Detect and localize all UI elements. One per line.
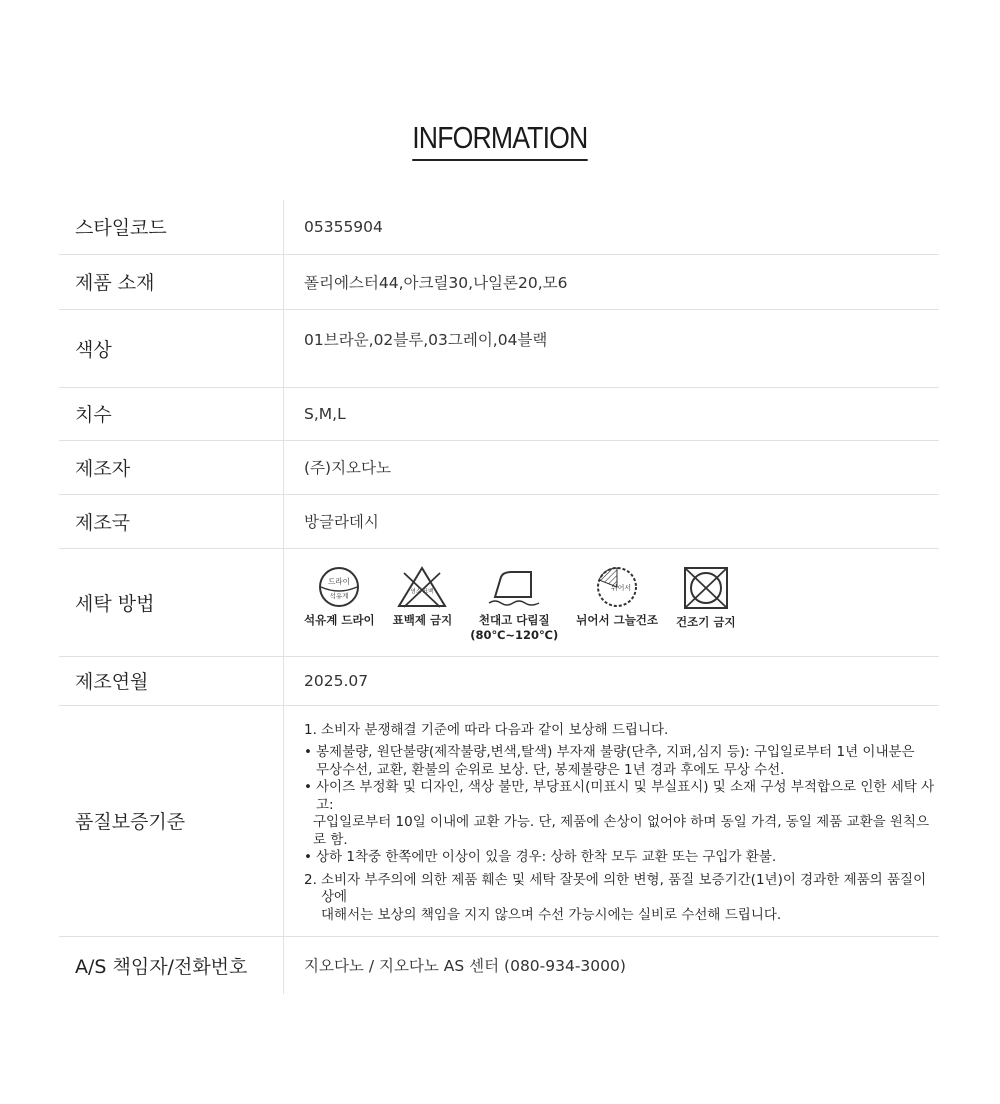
warranty-item-1-text: 소비자 분쟁해결 기준에 따라 다음과 같이 보상해 드립니다. [321, 721, 669, 738]
label-country: 제조국 [59, 494, 284, 548]
care-label-no-bleach: 표백제 금지 [392, 613, 453, 627]
no-bleach-icon [396, 565, 448, 609]
care-label-shade-dry: 뉘어서 그늘건조 [576, 613, 659, 627]
care-label-iron-1: 천대고 다림질 [478, 613, 550, 627]
row-maker [59, 440, 939, 494]
page-title: INFORMATION [412, 118, 587, 161]
care-item-dry-clean [304, 565, 375, 628]
warranty-item-2 [304, 872, 939, 907]
info-table [59, 200, 939, 994]
label-date: 제조연월 [59, 656, 284, 705]
row-color [59, 309, 939, 387]
warranty-bullet-1 [304, 744, 939, 762]
bullet-1: • [304, 744, 312, 760]
care-item-no-bleach [393, 565, 453, 628]
warranty-bullet-1-line-2: 무상수선, 교환, 환불의 순위로 보상. 단, 봉제불량은 1년 경과 후에도 무상 수선. [316, 761, 785, 778]
care-label-no-tumble: 건조기 금지 [676, 615, 736, 629]
warranty-item-2-line-1: 소비자 부주의에 의한 제품 훼손 및 세탁 잘못에 의한 변형, 품질 보증기간(1년)이 경과한 제품의 품질이상에 [321, 871, 927, 905]
care-icons [304, 561, 939, 643]
value-size: S,M,L [284, 387, 940, 440]
row-washing [59, 548, 939, 656]
dry-clean-petroleum-icon [316, 565, 362, 609]
label-size: 치수 [59, 387, 284, 440]
title-wrap [0, 118, 1000, 161]
row-warranty [59, 705, 939, 937]
row-style-code [59, 200, 939, 254]
warranty-bullet-2 [304, 779, 939, 814]
warranty-item-2-num: 2. [304, 871, 317, 888]
label-material: 제품 소재 [59, 254, 284, 309]
warranty-item-2-line-2: 대해서는 보상의 책임을 지지 않으며 수선 가능시에는 실비로 수선해 드립니다. [321, 906, 782, 923]
label-as: A/S 책임자/전화번호 [59, 937, 284, 994]
shade-dry-inner: 뉘어서 [610, 584, 632, 592]
warranty-bullet-2-line-1: 사이즈 부정확 및 디자인, 색상 불만, 부당표시(미표시 및 부실표시) 및 소재 구성 부적합으로 인한 세탁 사고: [316, 779, 935, 813]
bullet-3: • [304, 849, 312, 865]
no-tumble-dry-icon [682, 565, 730, 611]
value-material: 폴리에스터44,아크릴30,나일론20,모6 [284, 254, 940, 309]
warranty-bullet-3 [304, 849, 939, 867]
value-maker: (주)지오다노 [284, 440, 940, 494]
value-date: 2025.07 [284, 656, 940, 705]
warranty-bullet-1-line-1: 봉제불량, 원단불량(제작불량,변색,탈색) 부자재 불량(단추, 지퍼,심지 등): 구입일로부터 1년 이내분은 [316, 744, 915, 760]
iron-cloth-icon [487, 565, 541, 609]
no-bleach-inner: 염소 표백 [410, 589, 434, 595]
warranty-bullet-2-line-2: 구입일로부터 10일 이내에 교환 가능. 단, 제품에 손상이 없어야 하며 동일 가격, 동일 제품 교환을 원칙으로 함. [313, 814, 930, 848]
label-warranty: 품질보증기준 [59, 705, 284, 937]
dry-clean-inner-bottom: 석유계 [329, 592, 349, 600]
care-item-shade-dry [576, 565, 658, 628]
care-item-iron [470, 565, 558, 643]
label-style-code: 스타일코드 [59, 200, 284, 254]
row-country [59, 494, 939, 548]
value-washing [284, 548, 940, 656]
bullet-2: • [304, 779, 312, 795]
care-item-no-tumble [676, 565, 736, 630]
care-label-iron-2: (80℃~120℃) [470, 628, 559, 642]
care-label-dry-clean: 석유계 드라이 [304, 613, 375, 627]
warranty-text [304, 706, 939, 937]
care-label-iron [470, 613, 558, 643]
warranty-item-1-num: 1. [304, 721, 317, 738]
label-color: 색상 [59, 309, 284, 387]
value-country: 방글라데시 [284, 494, 940, 548]
value-warranty [284, 705, 940, 937]
row-size [59, 387, 939, 440]
value-color: 01브라운,02블루,03그레이,04블랙 [284, 309, 940, 387]
row-as [59, 937, 939, 994]
dry-clean-inner-top: 드라이 [328, 577, 351, 586]
row-date [59, 656, 939, 705]
warranty-item-1 [304, 722, 939, 740]
value-style-code: 05355904 [284, 200, 940, 254]
warranty-bullet-3-text: 상하 1착중 한쪽에만 이상이 있을 경우: 상하 한착 모두 교환 또는 구입가 환불. [316, 849, 777, 865]
label-maker: 제조자 [59, 440, 284, 494]
value-as: 지오다노 / 지오다노 AS 센터 (080-934-3000) [304, 957, 626, 976]
label-washing: 세탁 방법 [59, 548, 284, 656]
shade-dry-icon [593, 565, 641, 609]
row-material [59, 254, 939, 309]
